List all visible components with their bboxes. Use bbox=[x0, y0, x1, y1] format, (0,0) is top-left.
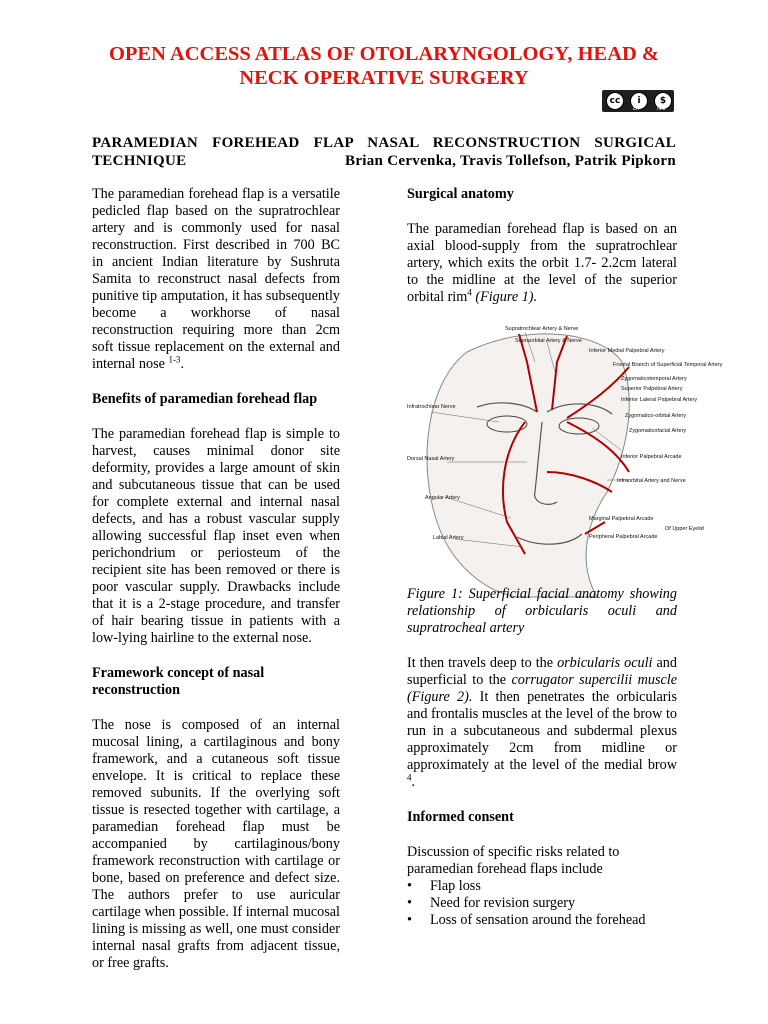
license-by-label: BY bbox=[633, 105, 641, 112]
consent-heading: Informed consent bbox=[407, 809, 514, 825]
framework-heading: Framework concept of nasal reconstruction bbox=[92, 665, 265, 698]
benefits-paragraph: The paramedian forehead flap is simple to harvest, causes minimal donor site deformity, provides a large amount of skin and subcutaneous tissue that can be used for complete external and internal nasal defects, and has a robust vascular supply allowing successful flap inset even when perichondrium or periosteum of the recipient site has been removed or there is poor vascular supply. Drawbacks include that it is a 2-stage procedure, and transfer of hair bearing tissue in patients with a low-lying hairline to the external nose. bbox=[92, 426, 340, 646]
label-inf-lat-palp: Inferior Lateral Palpebral Artery bbox=[621, 397, 698, 403]
label-inf-medial-palp: Inferior Medial Palpebral Artery bbox=[589, 348, 665, 354]
license-nc-label: NC bbox=[657, 105, 666, 112]
travel-text-2: and superficial to the bbox=[407, 655, 677, 688]
label-zygomaticofacial: Zygomaticofacial Artery bbox=[629, 428, 687, 434]
anatomy-ref: 4 bbox=[467, 287, 472, 298]
label-marginal: Marginal Palpebral Arcade bbox=[589, 516, 654, 522]
intro-text: The paramedian forehead flap is a versatile pedicled flap based on the supratrochlear artery and is commonly used for nasal reconstruction. First described in 700 BC in ancient Indian literature by Sushruta Samita to reconstruct nasal defects from punitive tip amputation, it has subsequently become a workhorse of nasal reconstruction requiring more than 2cm soft tissue replacement on the external and internal nose bbox=[92, 186, 340, 372]
label-infraorbital: Infraorbital Artery and Nerve bbox=[617, 478, 686, 484]
right-column bbox=[407, 186, 723, 929]
authors: Brian Cervenka, Travis Tollefson, Patrik Pipkorn bbox=[345, 153, 676, 169]
consent-paragraph: Discussion of specific risks related to paramedian forehead flaps include bbox=[407, 844, 620, 877]
license-badge[interactable] bbox=[602, 90, 674, 112]
label-infratrochlear: Infratrochlear Nerve bbox=[407, 404, 456, 410]
figure-1-image bbox=[407, 322, 723, 582]
atlas-title-line2: NECK OPERATIVE SURGERY bbox=[239, 67, 529, 89]
label-supraorbital: Supraorbital Artery & Nerve bbox=[515, 338, 582, 344]
label-upper-eyelid: Of Upper Eyelid bbox=[665, 526, 704, 532]
list-item-text: Need for revision surgery bbox=[430, 895, 576, 911]
label-zygomaticotemporal: Zygomaticotemporal Artery bbox=[621, 376, 687, 382]
travel-ref: 4 bbox=[407, 772, 412, 783]
label-frontal-branch: Frontal Branch of Superficial Temporal Artery bbox=[613, 362, 723, 368]
cc-icon: cc bbox=[606, 92, 624, 110]
benefits-heading: Benefits of paramedian forehead flap bbox=[92, 391, 318, 407]
figure-2-ref[interactable]: corrugator supercilii muscle (Figure 2). bbox=[407, 672, 678, 705]
bullet-icon: • bbox=[407, 895, 412, 911]
anatomy-heading: Surgical anatomy bbox=[407, 186, 514, 202]
article-title-line1: PARAMEDIAN FOREHEAD FLAP NASAL RECONSTRUCTION SURGICAL bbox=[92, 135, 676, 151]
label-dorsal-nasal: Dorsal Nasal Artery bbox=[407, 456, 455, 462]
article-title-line2: TECHNIQUE bbox=[92, 153, 187, 169]
list-item bbox=[407, 878, 677, 895]
atlas-title-line1: OPEN ACCESS ATLAS OF OTOLARYNGOLOGY, HEAD & bbox=[108, 43, 660, 65]
travel-text-3: It then penetrates the orbicularis and frontalis muscles at the level of the brow to run in a subcutaneous and subdermal plexus approximately 2cm from midline or approximately at the level of the medial brow bbox=[407, 689, 677, 773]
anatomy-paragraph bbox=[407, 221, 677, 306]
figure-1-ref[interactable]: (Figure 1). bbox=[475, 289, 538, 305]
list-item bbox=[407, 895, 677, 912]
label-inf-palp-arcade: Inferior Palpebral Arcade bbox=[621, 454, 682, 460]
risk-list bbox=[407, 878, 677, 929]
list-item bbox=[407, 912, 677, 929]
label-sup-palp: Superior Palpebral Artery bbox=[621, 386, 683, 392]
travel-paragraph: It then travels deep to the orbicularis oculi and superficial to the corrugator supercilii muscle (Figure 2). It then penetrates the orbicularis and frontalis muscles at the level of the brow to run in a subcutaneous and subdermal plexus approximately 2cm from midline or approximately at the level of the medial brow $^4$. bbox=[407, 655, 678, 790]
anatomy-text: The paramedian forehead flap is based on an axial blood-supply from the supratrochlear artery, which exits the orbit 1.7- 2.2cm lateral to the midline at the level of the superior orbital rim bbox=[407, 221, 677, 305]
figure-1-caption: Figure 1: Superficial facial anatomy showing relationship of orbicularis oculi and supratrocheal artery bbox=[407, 586, 677, 636]
list-item-text: Loss of sensation around the forehead bbox=[430, 912, 646, 928]
label-labial: Labial Artery bbox=[433, 535, 464, 541]
orbicularis-term: orbicularis oculi bbox=[557, 655, 653, 671]
travel-text-1: It then travels deep to the bbox=[407, 655, 554, 671]
label-angular: Angular Artery bbox=[425, 495, 460, 501]
noncommercial-icon: $ bbox=[654, 92, 672, 110]
bullet-icon: • bbox=[407, 878, 412, 894]
bullet-icon: • bbox=[407, 912, 412, 928]
atlas-title bbox=[0, 42, 768, 90]
article-title-line2-row bbox=[92, 152, 676, 170]
intro-paragraph: The paramedian forehead flap is a versatile pedicled flap based on the supratrochlear artery and is commonly used for nasal reconstruction. First described in 700 BC in ancient Indian literature by Sushruta Samita to reconstruct nasal defects from punitive tip amputation, it has subsequently become a workhorse of nasal reconstruction requiring more than 2cm soft tissue replacement on the external and internal nose $^{1-3}$. bbox=[92, 186, 340, 372]
label-supratrochlear: Supratrochlear Artery & Nerve bbox=[505, 326, 579, 332]
label-zygomatico-orbital: Zygomatico-orbital Artery bbox=[625, 413, 687, 419]
label-peripheral: Peripheral Palpebral Arcade bbox=[589, 534, 658, 540]
left-column bbox=[92, 186, 340, 972]
attribution-icon: i bbox=[630, 92, 648, 110]
list-item-text: Flap loss bbox=[430, 878, 481, 894]
framework-paragraph: The nose is composed of an internal mucosal lining, a cartilaginous and bony framework, and a cutaneous soft tissue envelope. It is critical to replace these removed subunits. If the overlying soft tissue is resected together with cartilage, a paramedian forehead flap must be accompanied by cartilaginous/bony framework reconstruction with cartilage or bone, based on preference and defect size. The authors prefer to use auricular cartilage when possible. If internal mucosal lining is missing as well, one must consider internal nasal grafts from adjacent tissue, or free grafts. bbox=[92, 717, 340, 971]
intro-ref: 1-3 bbox=[168, 354, 181, 365]
